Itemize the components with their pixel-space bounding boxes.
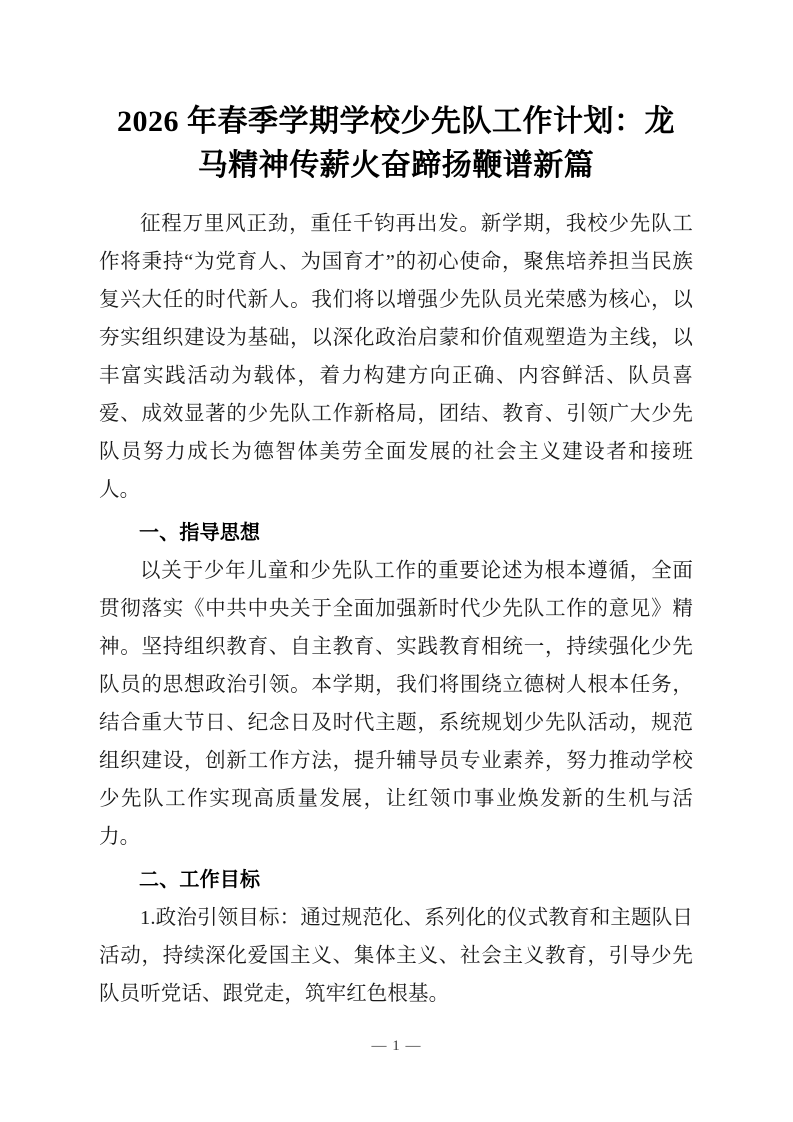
page-content [99,0,693,1013]
section-heading-1: 一、指导思想 [139,522,261,544]
page-number-footer: — 1 — [371,1038,422,1054]
paragraph-goal-1: 1.政治引领目标：通过规范化、系列化的仪式教育和主题队日活动，持续深化爱国主义、集体主义、社会主义教育，引导少先队员听党话、跟党走，筑牢红色根基。 [99,907,693,1005]
document-title-line-1: 2026 年春季学期学校少先队工作计划：龙 [117,105,675,138]
section-heading-2: 二、工作目标 [139,869,261,891]
document-title [99,0,693,188]
paragraph-section-1-body: 以关于少年儿童和少先队工作的重要论述为根本遵循，全面贯彻落实《中共中央关于全面加强新时代少先队工作的意见》精神。坚持组织教育、自主教育、实践教育相统一，持续强化少先队员的思想政治引领。本学期，我们将围绕立德树人根本任务，结合重大节日、纪念日及时代主题，系统规划少先队活动，规范组织建设，创新工作方法，提升辅导员专业素养，努力推动学校少先队工作实现高质量发展，让红领巾事业焕发新的生机与活力。 [99,560,693,848]
paragraph-intro: 征程万里风正劲，重任千钧再出发。新学期，我校少先队工作将秉持“为党育人、为国育才”的初心使命，聚焦培养担当民族复兴大任的时代新人。我们将以增强少先队员光荣感为核心，以夯实组织建设为基础，以深化政治启蒙和价值观塑造为主线，以丰富实践活动为载体，着力构建方向正确、内容鲜活、队员喜爱、成效显著的少先队工作新格局，团结、教育、引领广大少先队员努力成长为德智体美劳全面发展的社会主义建设者和接班人。 [99,213,693,501]
document-title-line-2: 马精神传薪火奋蹄扬鞭谱新篇 [197,149,595,182]
